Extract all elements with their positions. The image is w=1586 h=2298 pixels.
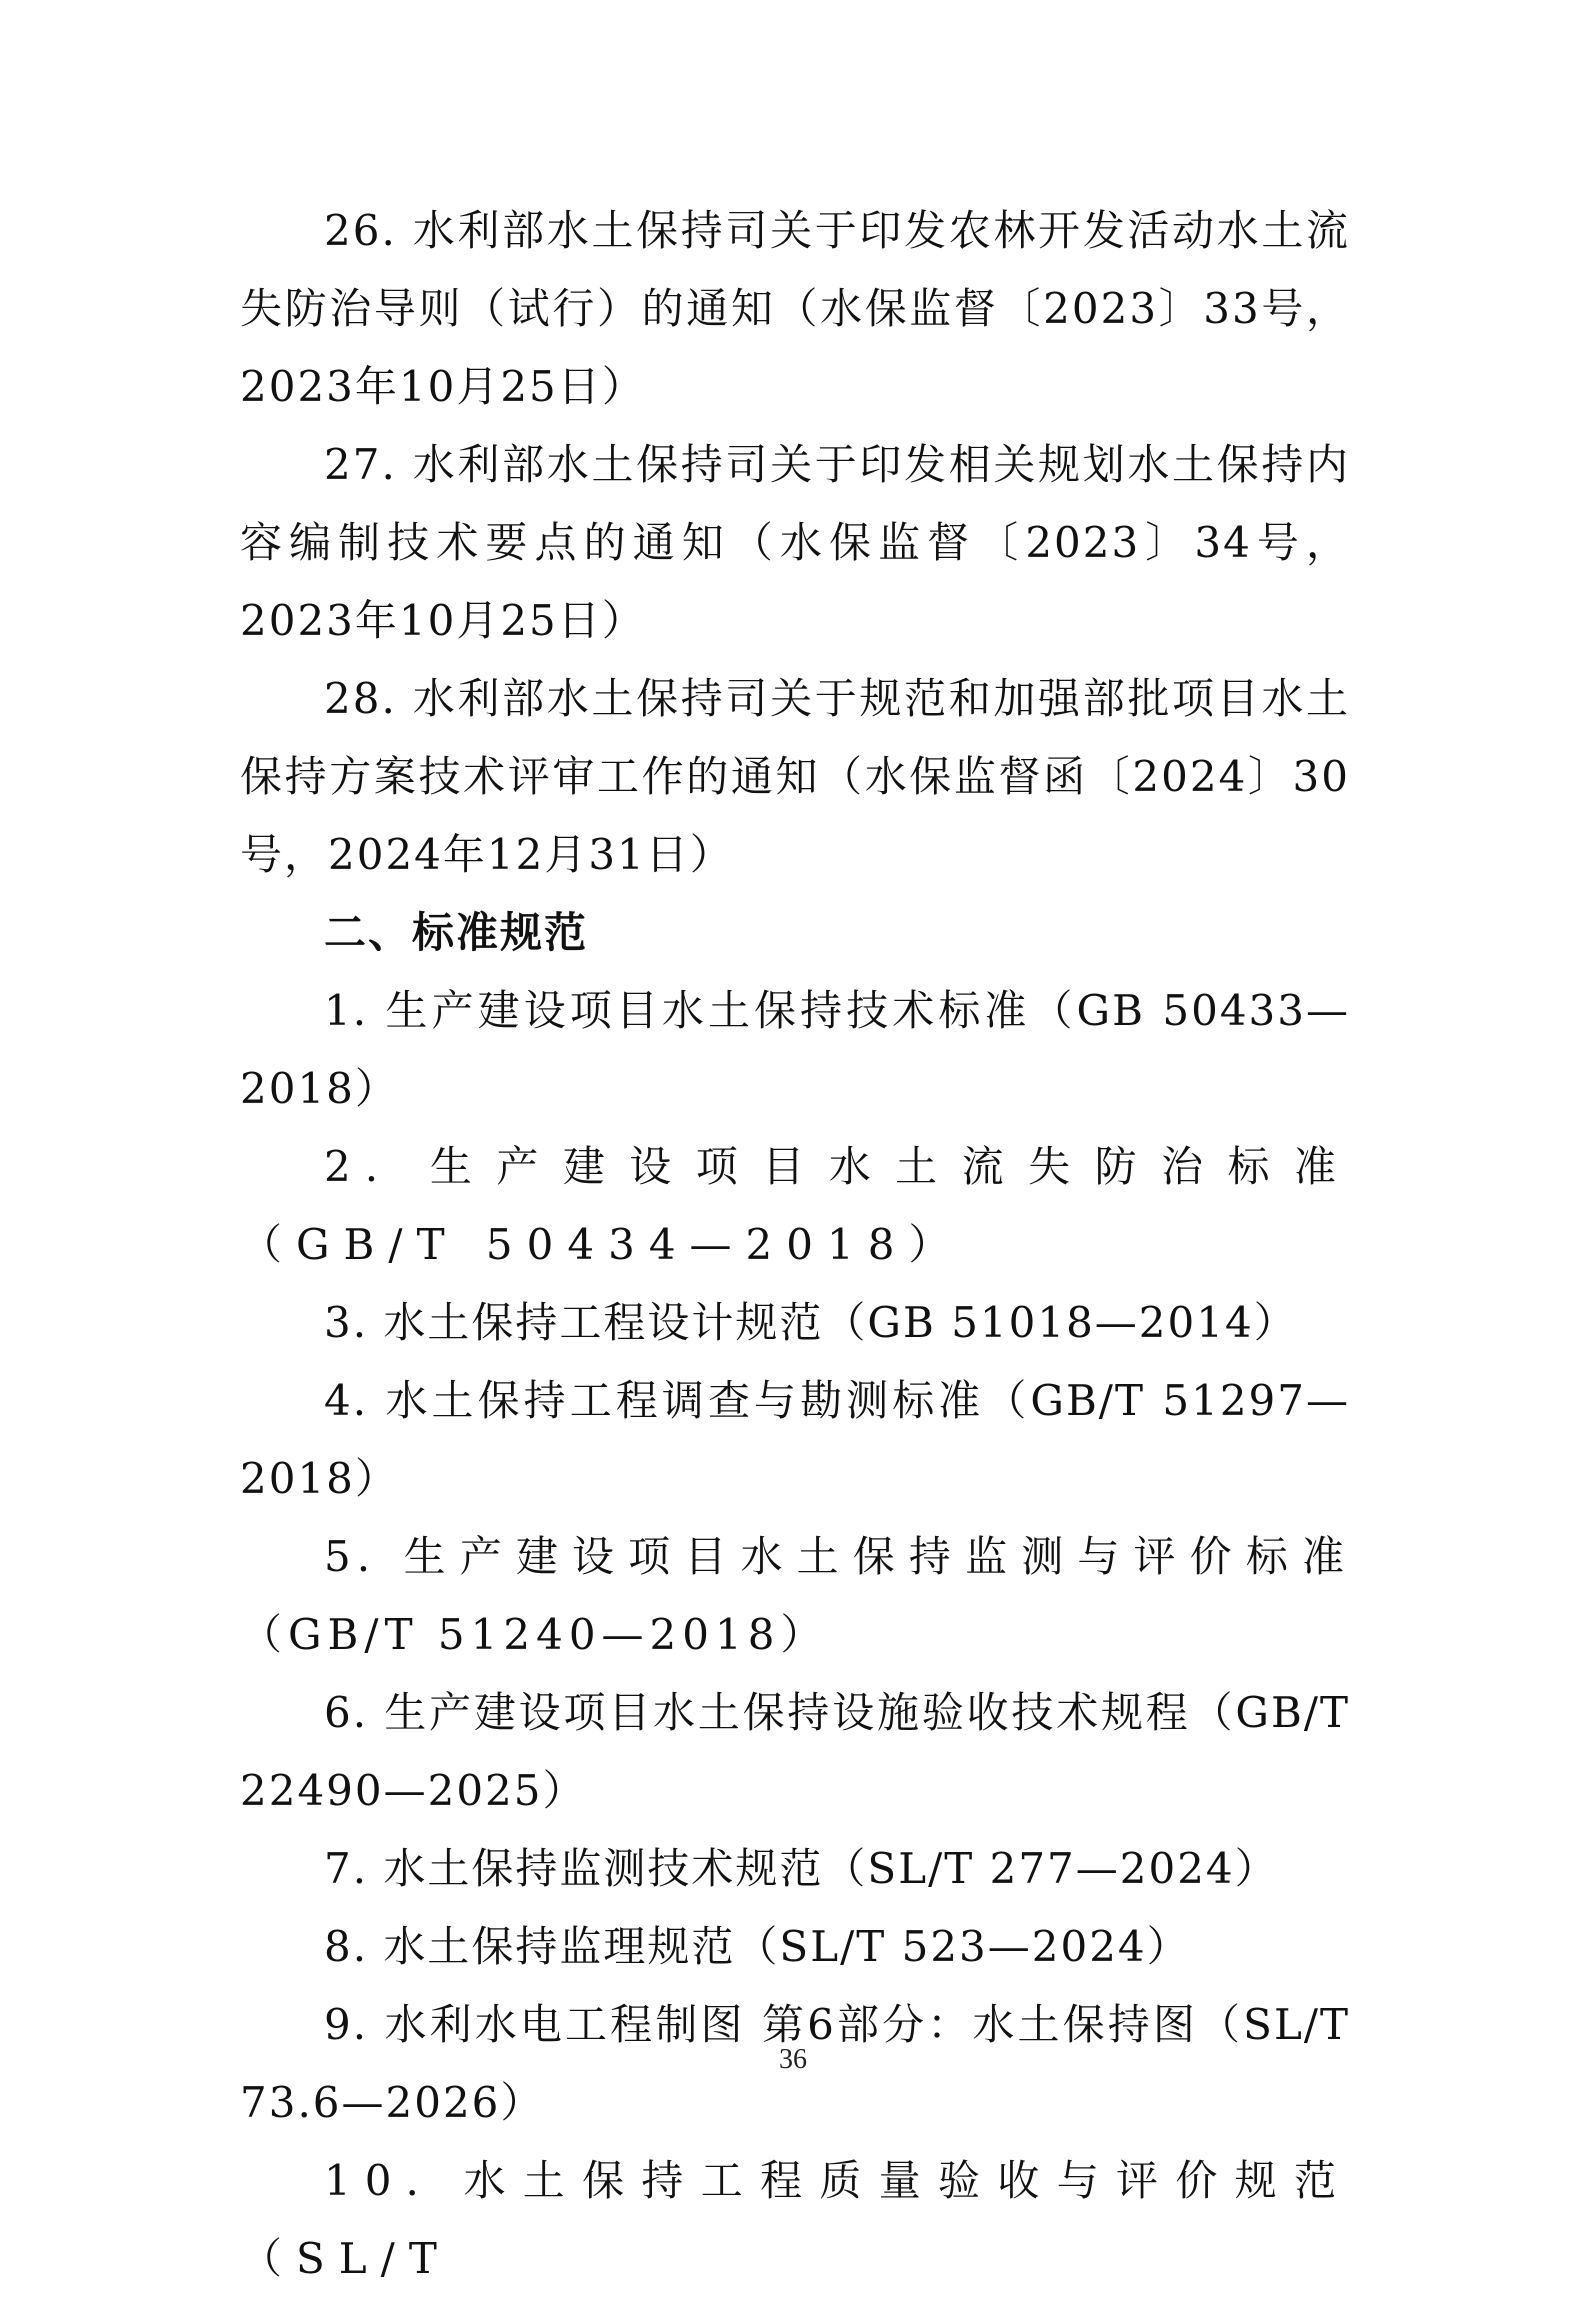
standard-item-8: 8. 水土保持监理规范（SL/T 523—2024）	[324, 1922, 1191, 1971]
notice-item-26: 26. 水利部水土保持司关于印发农林开发活动水土流失防治导则（试行）的通知（水保监督〔2023〕33号，2023年10月25日）	[240, 206, 1350, 411]
page-number: 36	[779, 2044, 807, 2075]
notice-item-28: 28. 水利部水土保持司关于规范和加强部批项目水土保持方案技术评审工作的通知（水保监督函〔2024〕30号，2024年12月31日）	[240, 674, 1350, 879]
standard-item-3: 3. 水土保持工程设计规范（GB 51018—2014）	[324, 1298, 1298, 1347]
document-body	[240, 192, 1350, 2298]
standard-item-2: 2. 生产建设项目水土流失防治标准（GB/T 50434—2018）	[240, 1142, 1350, 1269]
notice-item-27: 27. 水利部水土保持司关于印发相关规划水土保持内容编制技术要点的通知（水保监督〔2023〕34号，2023年10月25日）	[240, 440, 1350, 645]
standard-item-4: 4. 水土保持工程调查与勘测标准（GB/T 51297—2018）	[240, 1376, 1350, 1503]
standard-item-9: 9. 水利水电工程制图 第6部分：水土保持图（SL/T 73.6—2026）	[240, 2000, 1350, 2127]
standard-item-7: 7. 水土保持监测技术规范（SL/T 277—2024）	[324, 1844, 1279, 1893]
standard-item-6: 6. 生产建设项目水土保持设施验收技术规程（GB/T 22490—2025）	[240, 1688, 1350, 1815]
standard-item-10: 10. 水土保持工程质量验收与评价规范（SL/T	[240, 2156, 1350, 2283]
section-heading: 二、标准规范	[324, 908, 589, 957]
standard-item-1: 1. 生产建设项目水土保持技术标准（GB 50433—2018）	[240, 986, 1350, 1113]
standard-item-5: 5. 生产建设项目水土保持监测与评价标准（GB/T 51240—2018）	[240, 1532, 1350, 1659]
